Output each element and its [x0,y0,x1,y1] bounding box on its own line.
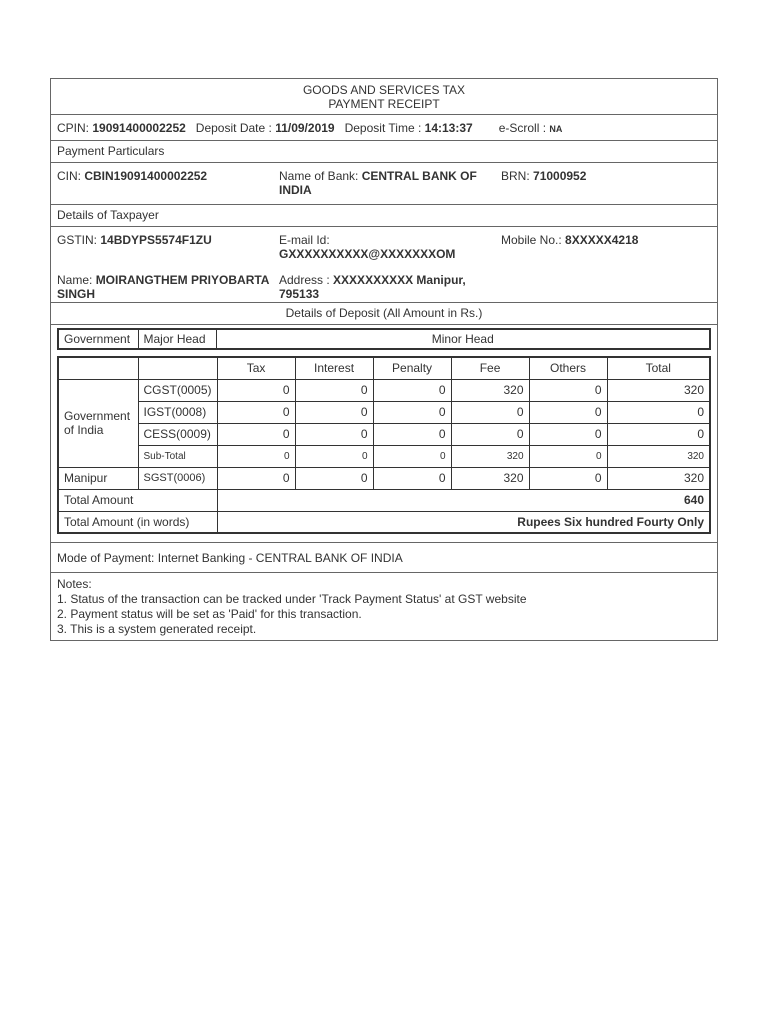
mobile [501,233,711,261]
amount-cell: 0 [607,423,710,445]
cpin-label: CPIN: [57,120,90,135]
blank-head-header [138,357,217,379]
major-head: SGST(0006) [138,467,217,489]
amount-cell: 0 [295,445,373,467]
payment-receipt [50,78,718,641]
col-tax: Tax [217,357,295,379]
minor-head-columns [58,357,710,379]
amount-cell: 0 [295,423,373,445]
deposit-time-value: 14:13:37 [424,120,473,135]
major-head: CGST(0005) [138,379,217,401]
amount-cell: 0 [217,423,295,445]
amount-cell: 0 [529,379,607,401]
amount-cell: 320 [607,445,710,467]
mode-label: Mode of Payment: [57,551,155,565]
gstin-value: 14BDYPS5574F1ZU [100,233,212,247]
notes-heading: Notes: [57,577,92,591]
address-label: Address : [279,273,330,287]
amount-cell: 0 [295,401,373,423]
amount-cell: 0 [529,445,607,467]
mobile-label: Mobile No.: [501,233,562,247]
amount-cell: 0 [529,423,607,445]
brn-label: BRN: [501,169,530,183]
title-line-2: PAYMENT RECEIPT [328,97,440,111]
payment-particulars-row [51,163,717,205]
amount-cell: 320 [451,379,529,401]
taxpayer-line-2 [57,273,711,301]
title-line-1: GOODS AND SERVICES TAX [302,83,466,97]
taxpayer-line-1 [57,233,711,261]
amount-cell: 320 [451,467,529,489]
name-value: MOIRANGTHEM PRIYOBARTA SINGH [57,273,270,301]
deposit-date-value: 11/09/2019 [275,120,335,135]
e-scroll-value: NA [549,123,563,134]
total-words-label: Total Amount (in words) [58,511,217,533]
mode-value: Internet Banking - CENTRAL BANK OF INDIA [157,551,403,565]
major-head: Sub-Total [138,445,217,467]
amount-cell: 0 [295,379,373,401]
note-item: 1. Status of the transaction can be tracked under 'Track Payment Status' at GST website [57,592,527,606]
total-words-value: Rupees Six hundred Fourty Only [217,511,710,533]
bank-label: Name of Bank: [279,169,359,183]
taxpayer-heading: Details of Taxpayer [51,205,717,227]
bank-name [279,169,501,204]
col-fee: Fee [451,357,529,379]
payment-particulars-heading: Payment Particulars [51,141,717,163]
cpin [57,121,186,135]
taxpayer-name [57,273,279,301]
address [279,273,479,301]
deposit-header-row [58,329,710,349]
total-amount-value: 640 [217,489,710,511]
cin [57,169,279,204]
amount-cell: 0 [373,401,451,423]
amount-cell: 0 [373,379,451,401]
blank-gov-header [58,357,138,379]
address-value: XXXXXXXXXX Manipur, 795133 [279,273,466,301]
e-scroll [499,121,563,135]
gstin-label: GSTIN: [57,233,98,247]
taxpayer-details [51,227,717,303]
amount-cell: 0 [373,445,451,467]
gov-india-cell: Government of India [58,379,138,467]
col-interest: Interest [295,357,373,379]
total-amount-row [58,489,710,511]
notes [51,573,717,640]
bank-value: CENTRAL BANK OF INDIA [279,169,477,197]
table-row [58,401,710,423]
deposit-amount-table-wrap [51,353,717,534]
amount-cell: 320 [607,467,710,489]
table-row [58,467,710,489]
email [279,233,501,261]
email-value: GXXXXXXXXXX@XXXXXXXOM [279,247,456,261]
e-scroll-label: e-Scroll : [498,120,547,135]
major-head: CESS(0009) [138,423,217,445]
deposit-date [196,121,335,135]
amount-cell: 320 [607,379,710,401]
amount-cell: 0 [217,467,295,489]
amount-cell: 0 [217,445,295,467]
col-penalty: Penalty [373,357,451,379]
amount-cell: 0 [373,423,451,445]
deposit-time [345,121,473,135]
deposit-heading: Details of Deposit (All Amount in Rs.) [51,303,717,325]
cpin-row [51,115,717,141]
email-label: E-mail Id: [279,233,330,247]
deposit-header-table [57,328,711,350]
col-major-head: Major Head [138,329,216,349]
col-minor-head: Minor Head [216,329,710,349]
table-row [58,423,710,445]
amount-cell: 0 [451,423,529,445]
amount-cell: 0 [217,401,295,423]
receipt-title [51,79,717,115]
cin-label: CIN: [57,169,81,183]
table-spacer [51,534,717,543]
amount-cell: 0 [607,401,710,423]
col-government: Government [58,329,138,349]
subtotal-row [58,445,710,467]
col-others: Others [529,357,607,379]
amount-cell: 0 [217,379,295,401]
amount-cell: 0 [373,467,451,489]
cpin-value: 19091400002252 [92,120,186,135]
amount-cell: 0 [451,401,529,423]
deposit-header-table-wrap [51,325,717,353]
deposit-date-label: Deposit Date : [195,120,272,135]
amount-cell: 320 [451,445,529,467]
total-amount-label: Total Amount [58,489,217,511]
name-label: Name: [57,273,93,287]
note-item: 3. This is a system generated receipt. [57,622,257,636]
gstin [57,233,279,261]
deposit-tables [51,325,717,640]
table-row [58,379,710,401]
amount-cell: 0 [295,467,373,489]
brn [501,169,711,204]
mode-of-payment [51,543,717,573]
brn-value: 71000952 [533,169,587,183]
mobile-value: 8XXXXX4218 [565,233,639,247]
deposit-time-label: Deposit Time : [344,120,422,135]
major-head: IGST(0008) [138,401,217,423]
gov-manipur-cell: Manipur [58,467,138,489]
note-item: 2. Payment status will be set as 'Paid' for this transaction. [57,607,362,621]
total-words-row [58,511,710,533]
deposit-amount-table [57,356,711,534]
cin-value: CBIN19091400002252 [84,169,208,183]
col-total: Total [607,357,710,379]
amount-cell: 0 [529,401,607,423]
amount-cell: 0 [529,467,607,489]
